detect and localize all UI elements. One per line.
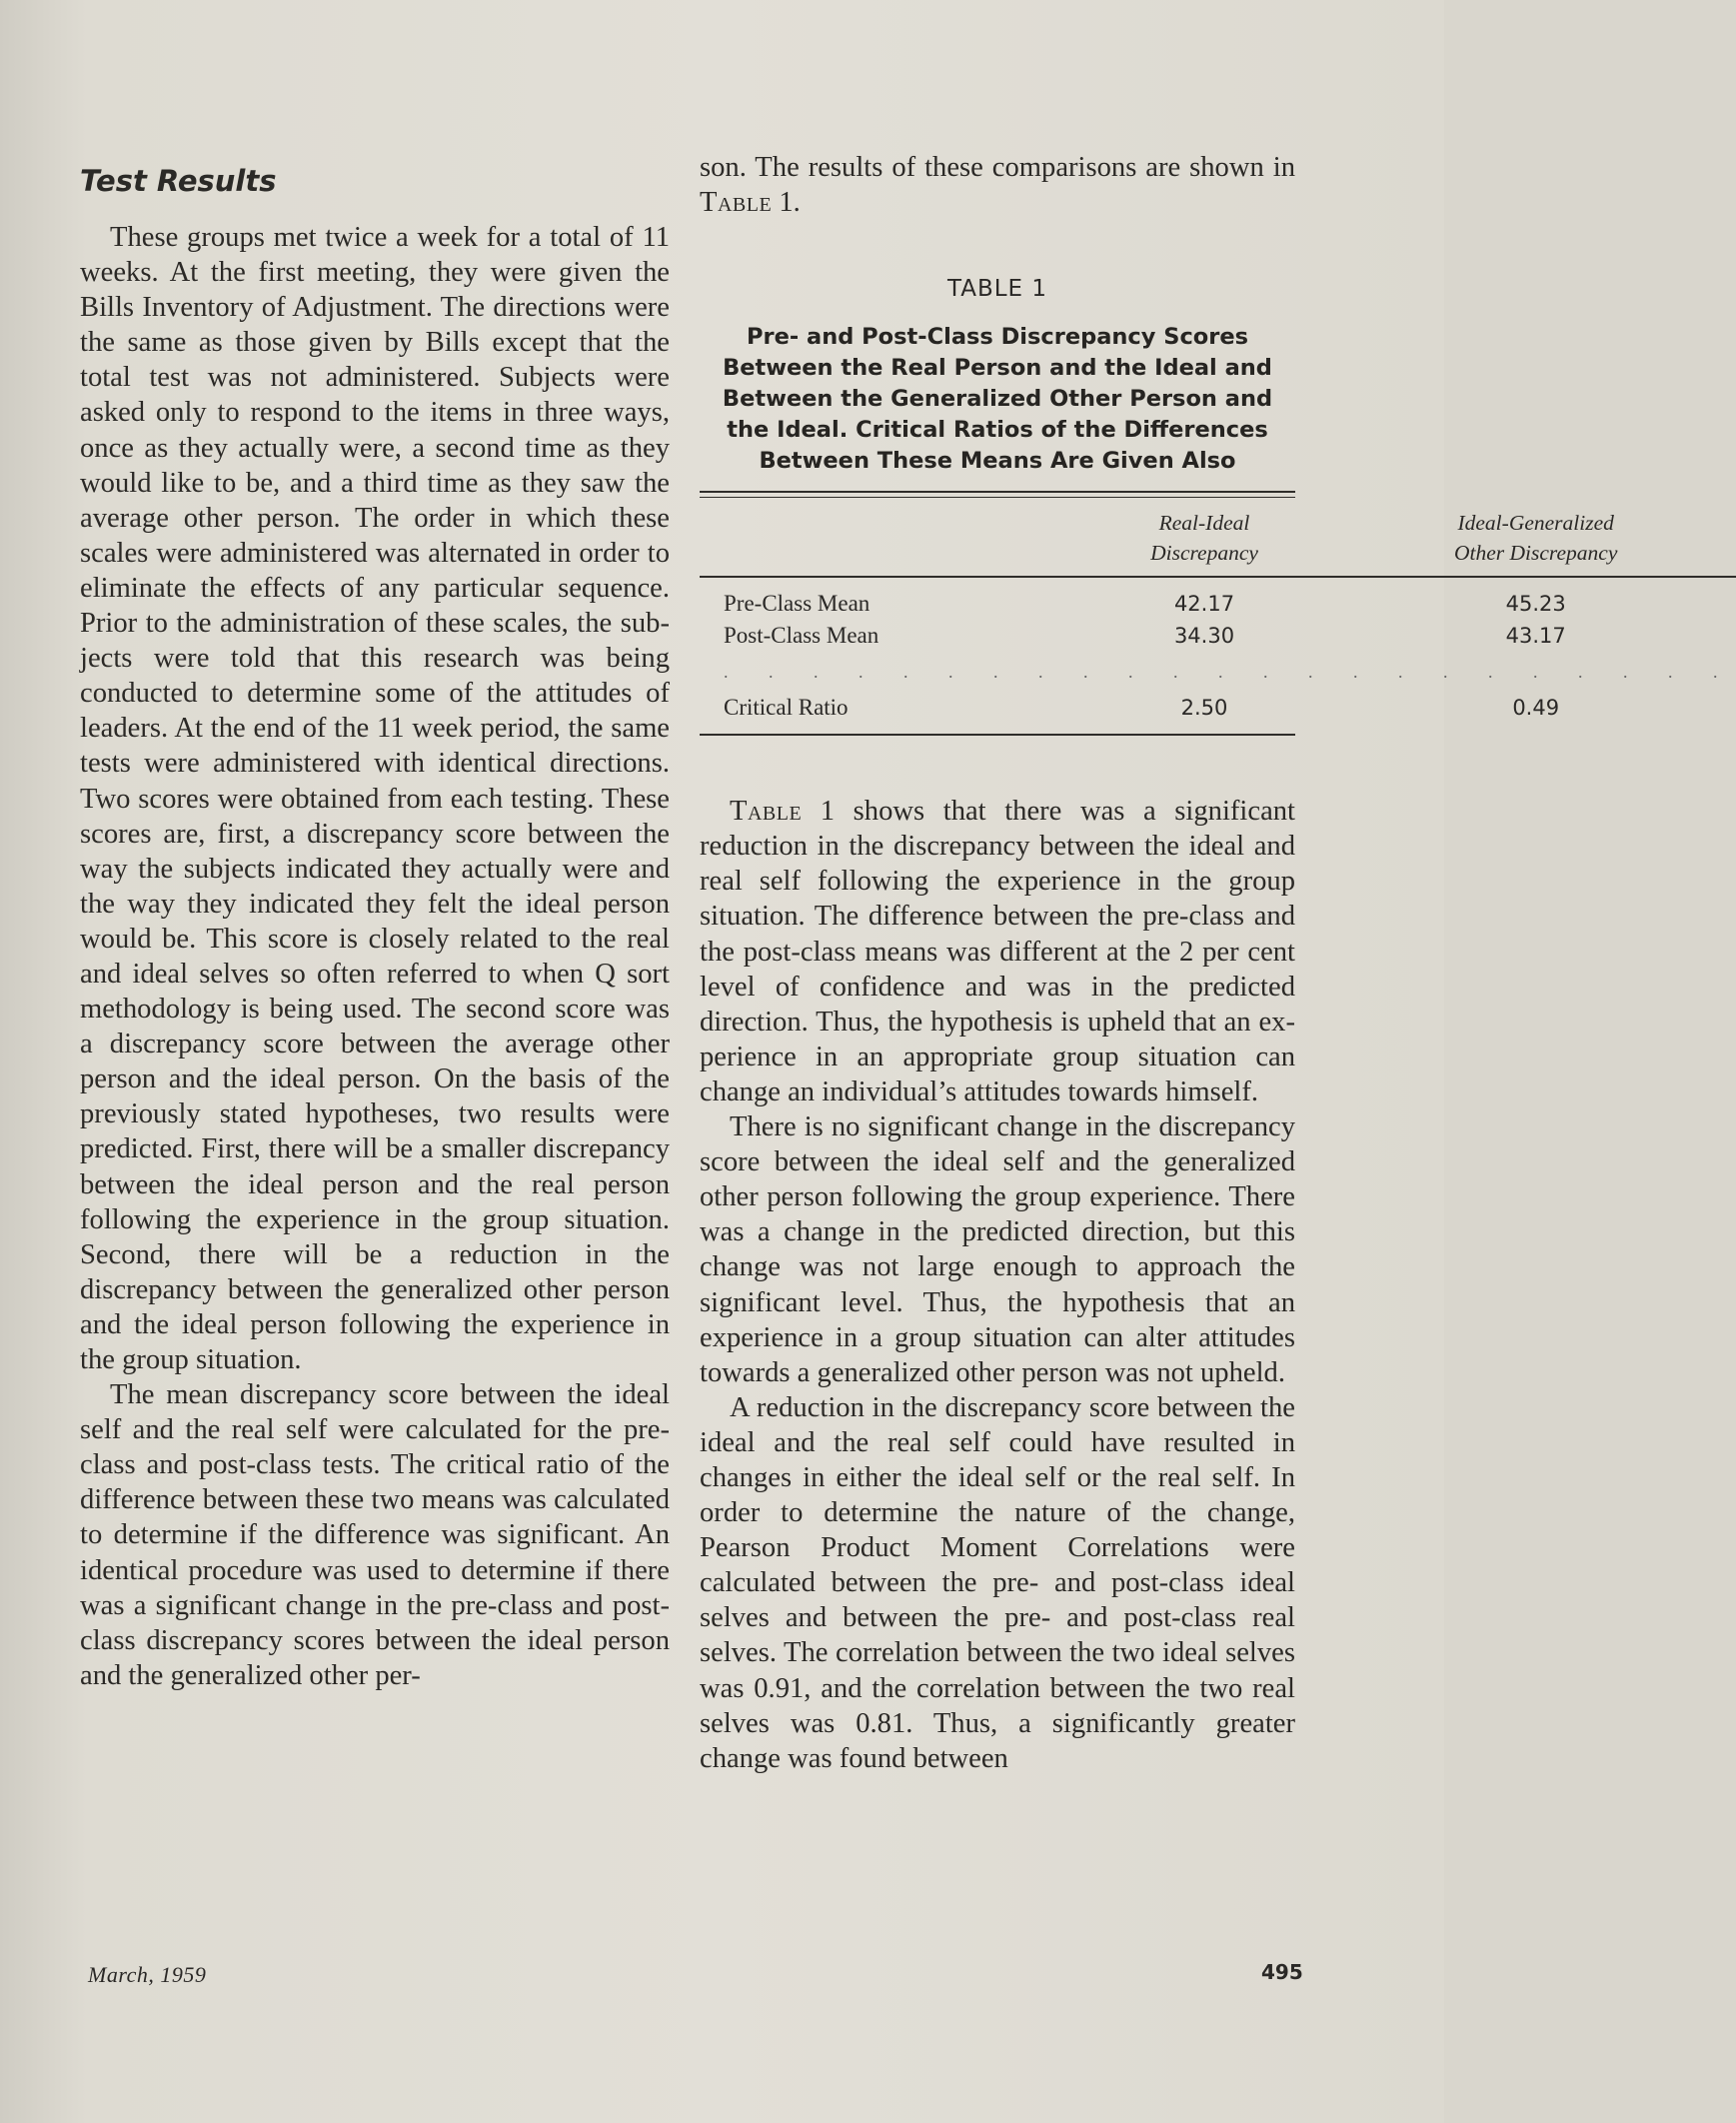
- table-top-rule: [700, 491, 1295, 498]
- table-header-row: [700, 498, 1736, 577]
- table-row: [700, 588, 1736, 620]
- cell-value: 42.17: [1173, 592, 1235, 617]
- header-line: Other Discrepancy: [1453, 541, 1618, 566]
- text-run: 1 shows that there was a significant reduction in the discrepancy between the ideal and real self following the experience in the group situation. The difference between the pre-class and the post-class means was different at the 2 per cent level of confidence and was in the predicted direction. Thus, the hypothesis is upheld that an experience in an appropriate group situation can change an individual’s attitudes towards himself.: [700, 796, 1295, 1107]
- paragraph: These groups met twice a week for a total of 11 weeks. At the first meeting, they were given the Bills Inventory of Adjustment. The directions were the same as those given by Bills except that the total test was not administered. Subjects were asked only to respond to the items in three ways, once as they actually were, a second time as they would like to be, and a third time as they saw the average other person. The order in which these scales were administered was alternated in order to eliminate the effects of any particular sequence. Prior to the administration of these scales, the subjects were told that this research was being conducted to determine some of the attitudes of leaders. At the end of the 11 week period, the same tests were administered with identical directions. Two scores were obtained from each testing. These scores are, first, a discrepancy score between the way the subjects indicated they actually were and the way they indicated they felt the ideal person would be. This score is closely related to the real and ideal selves so often referred to when Q sort methodology is being used. The second score was a discrepancy score between the average other person and the ideal person. On the basis of the previously stated hypotheses, two results were predicted. First, there will be a smaller discrepancy between the ideal person and the real person following the experience in the group situation. Second, there will be a reduction in the discrepancy between the generalized other person and the ideal person following the experience in the group situation.: [80, 222, 670, 1375]
- header-line: Ideal-Generalized: [1457, 511, 1614, 536]
- header-rule-row: [700, 577, 1736, 588]
- header-line: Real-Ideal: [1158, 511, 1250, 536]
- cell-value: 0.49: [1512, 696, 1560, 721]
- spacer: [700, 724, 1736, 734]
- table-caption: Pre- and Post-Class Discrepancy Scores Between the Real Person and the Ideal and Between the Generalized Other Person and the Ideal. Critical Ratios of the Differences Between These Means Are Given Also: [722, 324, 1273, 475]
- row-label: Pre-Class Mean: [724, 591, 870, 617]
- issue-date: March, 1959: [88, 1962, 207, 1987]
- row-label: Post-Class Mean: [724, 623, 879, 649]
- dot-leader-row: [700, 652, 1736, 692]
- text-run: 1.: [772, 187, 801, 219]
- dot-leader: . . . . . . . . . . . . . . . . . . . . . . .: [724, 662, 1736, 683]
- table-reference: Table: [700, 187, 773, 219]
- column-header-real-ideal: [1072, 498, 1336, 577]
- row-label: Critical Ratio: [724, 695, 849, 721]
- header-rule: [700, 577, 1736, 588]
- left-column: [80, 150, 670, 1693]
- header-line: Discrepancy: [1150, 541, 1258, 566]
- spacer-row: [700, 724, 1736, 734]
- paragraph: A reduction in the discrepancy score between the ideal and the real self could have resulted in changes in either the ideal self or the real self. In order to determine the nature of the change, Pearson Product Moment Correlations were calculated between the pre- and post-class ideal selves and between the pre- and post-class real selves. The correlation between the two ideal selves was 0.91, and the correlation between the two real selves was 0.81. Thus, a significantly greater change was found between: [700, 1391, 1295, 1774]
- paragraph: [700, 794, 1295, 1109]
- header-blank: [700, 498, 1072, 577]
- table-row: [700, 620, 1736, 652]
- right-column: [700, 150, 1736, 1776]
- text-run: son. The results of these comparisons are shown in: [700, 152, 1295, 183]
- page-number: 495: [1261, 1960, 1303, 1984]
- section-heading: Test Results: [80, 164, 277, 198]
- table-reference: Table: [730, 796, 803, 828]
- table-row-critical: [700, 692, 1736, 724]
- cell-value: 2.50: [1180, 696, 1228, 721]
- table-title: TABLE 1: [946, 276, 1048, 303]
- table-bottom-rule: [700, 734, 1295, 736]
- paragraph: There is no significant change in the discrepancy score between the ideal self and the generalized other person following the group experience. There was a change in the predicted direction, but this change was not large enough to approach the significant level. Thus, the hypothesis that an experience in a group situation can alter attitudes towards a generalized other person was not upheld.: [700, 1111, 1295, 1388]
- results-table: [700, 498, 1736, 734]
- cell-value: 45.23: [1505, 592, 1566, 617]
- column-header-ideal-generalized: [1336, 498, 1736, 577]
- paragraph: [700, 150, 1295, 220]
- paragraph: The mean discrepancy score between the ideal self and the real self were calculated for the pre-class and post-class tests. The critical ratio of the difference between these two means was calculated to determine if the difference was significant. An identical procedure was used to determine if there was a significant change in the pre-class and post-class discrepancy scores between the ideal person and the generalized other per-: [80, 1379, 670, 1691]
- cell-value: 43.17: [1505, 624, 1566, 649]
- cell-value: 34.30: [1173, 624, 1235, 649]
